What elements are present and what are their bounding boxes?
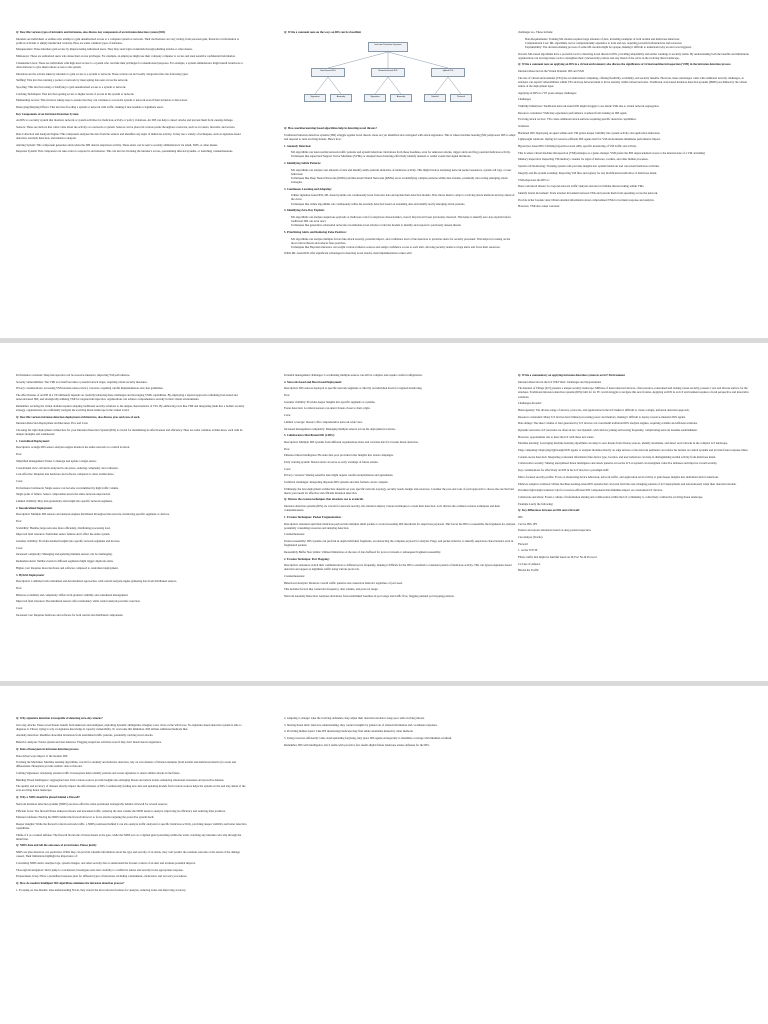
paragraph: Single point of failure: Sensor compromise leaves the entire network unprotected. [16, 492, 111, 497]
section-heading: 1. Anomaly Detection: [284, 143, 312, 148]
paragraph: Simplified management: Easier to manage and update a single sensor. [16, 458, 97, 463]
paragraph: challenges too. These include: [518, 30, 553, 34]
page-3-column-2 [284, 716, 516, 749]
paragraph: Pros: [284, 393, 290, 398]
page-2 [0, 343, 768, 681]
paragraph: Enhanced defense: Placing the NIDS behind the firewall allows it to focus attacks targeting the protective system itself. [16, 815, 155, 820]
section-heading: 2. Identifying Subtle Patterns: [284, 161, 322, 166]
paragraph: Description: Multiple IDS sensors and analysis engines distributed throughout the network, monitoring specific segments or devices. [16, 512, 170, 517]
diagram-branch-node: Host-based IDS [311, 68, 345, 77]
paragraph: Description: Attackers split their malicious payload into multiple small packets to avoid exceeding IDS thresholds for suspicious payloads. This forces the IDS to reassemble the fragments for analysis, potentially consuming resources and delaying detection. [284, 521, 516, 530]
paragraph: Ultimately, the best deployment architecture depends on your specific network topology, security needs, budget and resources. Consider the pros and cons of each approach to choose the one that best meets your needs for effective and efficient intrusion detection. [284, 486, 515, 495]
paragraph: Challenges Abound: [518, 401, 542, 406]
bullet-item: • ML algorithms can learn normal network traffic patterns and system behaviour. Deviations from these baselines, even for unknown attacks, trigger alerts and flag potential malicious activity. [291, 150, 516, 154]
bullet-item: • Techniques like supervised Support Vector Machines (SVMs) or unsupervised clustering effectively identify unusual or outlier events that signal intrusions. [291, 154, 516, 158]
question-heading: Q: NIDS data and tell the outcomes of an intrusion. Please justify. [16, 843, 98, 848]
diagram-connector [435, 77, 448, 94]
diagram-root-node: Intrusion Detection Systems [368, 42, 408, 52]
paragraph: Crafting Signatures: Analyzing attacker traffic in honeynets helps identify patterns and create signatures to detect similar attacks in the future. [16, 771, 181, 775]
paragraph: Evolving attack vectors: VEs create additional attack surfaces requiring specific detection capabilities. [518, 117, 637, 122]
paragraph: However, VMI also raises concerns: [518, 204, 560, 209]
paragraph: Performance overhead: Deep introspection can be resource-intensive, impacting VM performance. [16, 373, 131, 377]
paragraph: Cons: [16, 605, 23, 610]
question-heading: Q: Why a NIDS should be placed behind a firewall? [16, 795, 80, 800]
diagram-leaf-node: Signature [364, 94, 386, 102]
paragraph: Pros: [284, 446, 290, 451]
question-heading: Q: How machine learning based algorithms help in detecting novel threats? [284, 126, 377, 131]
section-heading: 2. Decentralized Deployment: [16, 505, 53, 510]
paragraph: The effectiveness of an IDS in a VE ultimately depends on carefully balancing these challenges and leveraging VMI's capabilities. By employing a layered approach combining host-based and network-based IDS, and strategically utilizing VMI for targeted introspection, organizations can achieve comprehensive security in their virtual environments. [16, 393, 238, 402]
paragraph: Technical challenges: Integrating disparate IDS systems and data formats can be complex. [284, 480, 389, 484]
paragraph: This includes factors like connection frequency, data volume, and protocol usage. [284, 587, 379, 592]
section-heading: 3. Continuous Learning and Adapting: [284, 186, 332, 191]
bullet-list [284, 215, 516, 227]
diagram-connector [388, 77, 401, 94]
paragraph: An IDS is a security system that monitors network or system activities for malicious activity or policy violations. An IDS can help to detect attacks and prevent them from causing damage. [16, 118, 234, 123]
paragraph: Performance bottleneck: Single sensor can become overwhelmed by high traffic volume. [16, 485, 119, 490]
diagram-leaf-node: Protocol [450, 94, 472, 102]
paragraph: Resource constraints: Many IoT devices have limited processing power and memory, making it difficult to deploy resource-intensive IDS agents. [518, 414, 686, 419]
paragraph: Masqueraders: These intruders gain access by impersonating authorized users. They may steal login credentials through phishing attacks or other means. [16, 47, 193, 52]
paragraph: However, opportunities rise to meet the IoT with these new ideas: [518, 434, 595, 439]
paragraph: Collaborate and share: Foster a culture of information sharing and collaboration within the IoT community to collectively combat the evolving threat landscape. [518, 494, 704, 499]
bullet-item: • Computational Cost: ML algorithms can be computationally expensive to train and run, requiring powerful infrastructure and resources. [525, 41, 750, 45]
paragraph: Behavior analysis: Tracks system and user behavior. Flagging suspicious activities even if they don't match known signatures. [16, 740, 162, 745]
paragraph: Network Anomaly Detection: Analyzes deviations from established baselines in port usage and traffic flow, flagging unusual port hopping patterns. [284, 594, 455, 599]
bullet-list [284, 237, 516, 249]
question-heading: Q: How do modern intelligent IDS algorithms minimize the intrusion detection process? [16, 881, 125, 885]
bullet-item: • Techniques like Deep Neural Networks (DNNs) and Recurrent Neural Networks (RNNs) excel at identifying complex patterns within data streams, potentially uncovering emerging attack strategies. [291, 176, 516, 184]
paragraph: Security vulnerabilities: The VMI tool itself becomes a potential attack target, requiring robust security measures. [16, 379, 148, 384]
page-1-column-2 [284, 30, 516, 258]
section-heading: 5. Prioritizing Alerts and Reducing False Positives: [284, 229, 347, 234]
page-1-column-1 [16, 30, 248, 156]
question-heading: Q: Write a comment note on the ways an IDS can be classified. [284, 30, 362, 34]
paragraph: Hardened IDS: Deploying an agent within each VM grants deeper visibility into system activity and application behaviour. [518, 130, 661, 135]
page-1-column-3 [518, 30, 750, 211]
paragraph: Remember, IDS with intelligence, but it teams with proactive few results digital future landscape ensure defenses for the IDS. [284, 742, 430, 747]
paragraph: 5. Using resources efficiently: Like cloud upholding forgiving, they place IDS agents strategically to maximize coverage with minimal overhead. [284, 736, 452, 741]
paragraph: Identify lateral movement: Track attacker movement between VMs and prevent them from spreading across the network. [518, 190, 658, 195]
paragraph: Balances scalability and complexity: Offers both granular visibility and centralized management. [16, 592, 129, 597]
paragraph: Tracking the Machines: Machine learning algorithms, crucial for anomaly and behavior detection, rely on vast datasets of labeled examples (both normal and malicious behavior) to learn and differentiate. Honeynets provide realistic data to this end. [16, 760, 236, 769]
paragraph: Description: IDS sensors deployed at specific network segments or directly on individual hosts for targeted monitoring. [284, 386, 423, 391]
paragraph: Higher cost: Requires more hardware and software compared to centralized deployment. [16, 565, 119, 570]
paragraph: Pros: [16, 585, 22, 590]
diagram-leaf-node: Stateful [424, 94, 446, 102]
diagram-connector [328, 77, 341, 94]
paragraph: Intrusion Detection in the Virtual Domain: IDS and VMI [518, 69, 584, 74]
page-2-column-2 [284, 373, 516, 601]
paragraph: Sensors: These are devices that collect data about the activity on a network or system. Sensors can be placed in various points throughout a network, such as at routers, firewalls, and servers. [16, 125, 236, 130]
paragraph: Increased management complexity: Managing multiple sensors across the deployment locations. [284, 426, 396, 431]
paragraph: Redundant alerts: Similar events in different segments might trigger duplicate alerts. [16, 559, 114, 564]
question-heading: Q: Role of honeynets in intrusion detection process [16, 746, 79, 751]
paragraph: The rise of virtual environments (VEs) has revolutionized computing, offering flexibility, scalability, and security benefits. However, these advantages come with additional security challenges, as attackers can exploit vulnerabilities within VEs and leap between them to move laterally within virtual networks. Traditional, host-based intrusion detection systems (HIDS) are limited by the virtual nature of the deployment layer. [518, 75, 747, 88]
paragraph: Sniffing: This involves running a packet or network by intercepting data sent across the network. [16, 78, 129, 83]
diagram-branch-node: Network-based IDS [371, 68, 405, 77]
paragraph: Preparedness is key: Have a predefined response plan for different types of intrusions, including containment, eradication, and recovery procedures. [16, 874, 188, 879]
paragraph: Privacy concerns: Sharing sensitive data might require careful anonymization and agreements. [284, 473, 394, 478]
section-heading: 4. Identifying Zero-Day Exploits: [284, 208, 325, 213]
paragraph: Improved fault tolerance: Decentralized sensors offer redundancy while central analysis provides overview. [16, 599, 141, 604]
paragraph: 4. Providing hidden layers: Like IPS monitoring landscape they find subtle anomalies missed by other methods. [284, 729, 414, 734]
paragraph: Challenges [518, 97, 531, 102]
paragraph: Zero-day attacks: These novel threats benefit from unknown and unaligned, exploiting dynamic ambiguities. Imagine a new virus on the wild loose. No signature-based detection system is able to diagnose it. Threat, trying to rely on signature knowledge is capacity vulnerability. To overcome this limitation, IDS utilizes additional methods like: [16, 722, 242, 731]
paragraph: 1. on the TCP/IP [518, 548, 538, 553]
paragraph: VMI empowers the IDS to: [518, 177, 550, 182]
paragraph: Anomaly detection: Identifies abnormal deviations from established traffic patterns, potentially catching novel attacks. [16, 733, 154, 738]
paragraph: Spoofing: This involves using or falsifying to gain unauthorized access to a system or network. [16, 85, 127, 89]
paragraph: Data deluge: The sheer volume of data generated by IoT devices can overwhelm traditional IDS analysis engines, requiring scalable and efficient solutions. [518, 421, 698, 426]
paragraph: Correlating NIDS alerts: Analyze logs, system changes, and other security data to understand the broader context of an alert and evaluate potential impacts. [16, 860, 196, 865]
paragraph: Granular visibility: Provides deeper insights into specific segments or systems. [284, 399, 376, 404]
paragraph: Overall, ML-based algorithms have a powerful tool for detecting novel threats in IDS, providing adaptability and earlier warnings to security teams. By understanding both the benefits and limitations, organizations can leverage these tools to strengthen their cybersecurity posture and stay ahead of the curve in the evolving threat landscape. [518, 51, 750, 60]
paragraph: Thorough investigation: Don't jump to conclusions; investigate each alert carefully to confirm its nature and severity in the appropriate response. [16, 867, 184, 872]
bullet-list [284, 168, 516, 184]
paragraph: Increased cost: Requires hardware and software for both central and distributed components. [16, 612, 124, 617]
paragraph: Memory inspection: Inspecting VM memory contents for signs of malware, rootkits, and other hidden processes. [518, 157, 649, 162]
page-3 [0, 686, 768, 1024]
paragraph: Firewall [518, 541, 528, 546]
paragraph: Behavioral Analysis: Monitors overall traffic patterns and connection behavior regardless of port used. [284, 580, 403, 585]
paragraph: Packet reassembly: IDS systems can perform in-depth individual fragments, reconstructing the complete payload for analysis. Flags, and packet behavior to identify suspicious characteristics even in fragmented packets. [284, 539, 514, 548]
bullet-list [284, 150, 516, 158]
paragraph: 2. Adapting to change: Like the evolving defenders, they adjust their detection models to keep pace with evolving threats. [284, 716, 425, 720]
paragraph: Intrusion Detection Deployment Architectures: Pros and Cons [16, 421, 88, 426]
section-heading: 2. Evasion Technique: Port Hopping: [284, 556, 330, 561]
paragraph: Cons: [284, 466, 291, 471]
section-heading: 4. Network-based and Host-based Deployment: [284, 379, 343, 384]
paragraph: Applying an IDS in a VE poses unique challenges: [518, 90, 577, 95]
paragraph: Intruders are individuals or entities who attempt to gain unauthorized access to a computer system or network. Their motivations can vary widely, from personal gain, financial or information to political activism or simply intellectual curiosity. Here are some common types of intruders. [16, 36, 240, 45]
paragraph: Collaborative security: Sharing anonymized threat intelligence and attack patterns across the IoT ecosystem can strengthen collective defenses and improve overall security. [518, 461, 718, 466]
paragraph: Traditional intrusion detection systems (IDS) struggle against novel threats, those not yet identified and catalogued with attack signatures. This is where machine learning (ML) empowers IDS to adapt and respond to such evolving threats. Here's how: [284, 132, 516, 141]
bullet-item: • Techniques like online algorithms can continuously refine the anomaly detection based on streaming data and identify newly emerging attack patterns. [291, 202, 516, 206]
paragraph: Edge computing: Deploying lightweight IDS agents or analysis modules directly on edge devices or the network perimeter can reduce the burden on central systems and provide faster response times. [518, 448, 749, 453]
page-2-column-1 [16, 373, 248, 619]
page-2-column-3 [518, 373, 750, 575]
paragraph: Description: A single IDS sensor analyzes engine monitors the entire network at a central location. [16, 445, 130, 450]
paragraph: IDS [518, 514, 523, 519]
paragraph: Cons: [16, 478, 23, 483]
paragraph: While ML-based IDS offer significant advantages in detecting novel attacks, their implementation comes with [284, 251, 412, 256]
paragraph: Pros: [16, 519, 22, 524]
section-heading: 5. Collaborative Distributed IDS (CIDS): [284, 433, 335, 438]
question-heading: Q: Describe various types of intruders and intrusions, also discuss key components of an intrusion detection system (IDS) [16, 30, 166, 34]
paragraph: 1st Line of defence [518, 561, 541, 566]
question-heading: Q: Discuss the evasion techniques that attackers use to evade ids. [284, 497, 364, 502]
paragraph: Building Threat Intelligence: Aggregated data from various sources provide insights into emerging threats and attack trends, enhancing situational awareness and proactive defense. [16, 777, 225, 782]
paragraph: Resource contention: VMs may experience performance overhead from running an IDS agent. [518, 110, 628, 115]
paragraph: Scalability: Handles large networks more efficiently, distributing processing load. [16, 525, 111, 530]
diagram-connector [448, 77, 461, 94]
paragraph: Choosing the right deployment architecture for your Intrusion Detection System (IDS) is crucial for maximizing its effectiveness and efficiency. Here are some common architectures, each with its unique strengths and weaknesses: [16, 428, 243, 437]
paragraph: Data-driven ways impact of the modern IDS. [16, 753, 69, 758]
diagram-connector [315, 77, 328, 94]
paragraph: Intrusion Detection in the IoT Wild West: Challenges and Opportunities [518, 379, 602, 384]
paragraph: Description: Multiple IDS systems from different organizations share and correlate data for broader threat detection. [284, 439, 419, 444]
paragraph: Potential management challenges: Coordinating multiple sensors can still be complex and require careful configuration. [284, 373, 423, 377]
section-heading: 1. Centralized Deployment: [16, 438, 50, 443]
paragraph: Privacy considerations: Accessing VM internals raises privacy concerns, requiring careful implementation and clear guidelines. [16, 386, 164, 391]
paragraph: Solutions [518, 124, 529, 129]
paragraph: NIDS are plan detection, not prediction. While they can provide valuable information about the type and severity of an attack, they can't predict the eventual outcome or the extent of the damage caused. Their limitations highlight the importance of: [16, 850, 240, 859]
paragraph: Think of it as a trusted defense: The firewall blocks the obvious threats at the gate, while the NIDS acts as a vigilant guard patrolling within the walls, watching any intruders who slip through the initial line. [16, 832, 242, 841]
section-heading: Key Components of an Intrusion Detection System [16, 111, 79, 116]
paragraph: Example Lastly the following: [518, 501, 554, 506]
paragraph: Improved fault tolerance: Individual sensor failures don't affect the entire system. [16, 532, 111, 537]
paragraph: Lightweight solutions: Opting for resource-efficient IDS agents built for VM environments minimizes performance impact. [518, 137, 661, 142]
bullet-list [284, 193, 516, 205]
paragraph: The Internet of Things (IoT) presents a unique security landscape. Millions of interconnected devices, often resource-constrained and lacking robust security, present a vast and diverse surface for the attackers. Traditional intrusion detection systems (IDS) built for for PC world struggle to navigate this new frontier. Applying an IDS in an IoT environment requires a fresh perspective and innovative solutions. [518, 386, 749, 399]
question-heading: Q: Write a commentary on applying intrusion detection system in an IoT Environment [518, 373, 625, 377]
paragraph: Countermeasures: [284, 574, 305, 579]
paragraph: Enhanced threat intelligence: Broader data pool provides richer insights into attack campaigns. [284, 453, 394, 458]
bullet-item: • Techniques like generative adversarial networks can simulate novel attacks to train the models to identify and respond to previously unseen threats. [291, 223, 516, 227]
paragraph: Embrace adaptive solutions: Utilize machine learning-based IDS systems that can learn from the ever-changing patterns of IoT deployments and autonomously adapt their detection models. [518, 481, 737, 486]
paragraph: Micro-focused security profile: Focus on monitoring device behaviour, network traffic, and application-level activity to gain deeper insights into individual device behaviour. [518, 474, 719, 479]
paragraph: Deeper insights: While the firewall controls network traffic, a NIDS positioned behind it can also analyze traffic analysis for specific malicious activity, providing deeper visibility and better detection capabilities. [16, 821, 247, 830]
page-1 [0, 0, 768, 338]
paragraph: Pros: [16, 452, 22, 457]
question-heading: Q: Why signature detection is incapable of detecting zero-day attacks? [16, 716, 103, 720]
paragraph: 3. Sharing threat intel: Like how understanding, they connect insights by gained out of related information and coordinate responses. [284, 722, 438, 727]
paragraph: Dynamic networks: IoT networks are often ad-hoc and dynamic, with devices joining and leaving frequently, complicating network baseline establishment. [518, 428, 698, 432]
paragraph: Limited coverage: Doesn't offer comprehensive network-wide view. [284, 419, 363, 424]
paragraph: Consolidated view: All alerts analyzed in one place, reducing complexity and confusion. [16, 465, 119, 470]
diagram-leaf-node: Signature [304, 94, 326, 102]
paragraph: Increased complexity: Managing and updating multiple sensors can be challenging. [16, 552, 113, 557]
diagram-branch-node: Hybrid IDS [431, 68, 465, 77]
question-heading: Q: Describe various intrusion detection deployment architectures, also discuss pros and cons of each. [16, 414, 141, 419]
paragraph: Limited visibility: May lack granularity and insight into specific network segments. [16, 498, 113, 503]
paragraph: Hypervisor-based IDS: Utilizing hypervisor-level APIs, specific monitoring of VM traffic and activity. [518, 144, 637, 149]
paragraph: Granular visibility: Provides detailed insights into specific network segments and devices. [16, 539, 121, 544]
paragraph: Machine learning: Leveraging machine learning algorithms can adapt to new threats from diverse sources, identify anomalies, and detect novel attacks in the complex IoT landscape. [518, 441, 728, 446]
paragraph: Cons: [16, 545, 23, 550]
paragraph: Misfeasors: These are authorized users who abuse their access privileges. For example, an employee might use their company computer to access and steal sensitive confidential information. [16, 54, 236, 59]
paragraph: Can analyse (Tracks) [518, 535, 543, 539]
bullet-item: • Unlike signature-based IDS, ML-based systems can continuously learn from new data and update their detection models. This allows them to adapt to evolving attack methods and stay ahead of the curve. [291, 193, 516, 201]
paragraph: Integrity and file system scanning: Inspecting VM files and registry for any modifications indicative of malicious intent. [518, 170, 658, 175]
bullet-item: • ML algorithms can analyze multiple factors like attack severity, potential impact, and confidence level of the detection to prioritize alerts for security personnel. This helps in focusing on the most critical threats and reduces false positives. [291, 237, 516, 245]
paragraph: Blocks the Traffic [518, 568, 539, 573]
diagram-connector [375, 77, 388, 94]
paragraph: Description: Combines both centralized and decentralized approaches, with central analysis engine gathering data from distributed sensors. [16, 579, 177, 584]
paragraph: Heterogeneity: The diverse range of devices, protocols, and applications in the IoT makes it difficult to create a single, universal detection approach. [518, 407, 690, 412]
page-3-column-1 [16, 716, 248, 894]
paragraph: Intrusion detection systems (IDS) are crucial for network security, but attackers employ various techniques to evade their detection. Let's discuss the common evasion techniques and their countermeasures. [284, 504, 501, 513]
paragraph: Can be IDS, IPS [518, 521, 538, 526]
paragraph: Alerting System: This component generates alerts when the IDS detects suspicious activity. These alerts can be sent to security administrators via email, SMS, or other means. [16, 142, 218, 147]
paragraph: Context-aware detection: Integrating contextual information like device type, location, and user behaviour can help in distinguishing normal activity from malicious intent. [518, 454, 717, 459]
paragraph: Filters traffic that might be harmful based on IP, Port No & Protocol [518, 555, 597, 560]
paragraph: Visibility limitations: Traditional network-based IDS might struggle to see inside VMs due to virtual network segregation. [518, 103, 660, 108]
paragraph: Detect advanced threats: Go beyond network traffic analysis and uncover hidden threats lurking within VMs. [518, 184, 645, 189]
paragraph: Response System: This component can take action to respond to an intrusion. This can involve blocking the intruder's access, quarantining infected systems, or launching countermeasures. [16, 149, 234, 154]
diagram-leaf-node: Anomaly [330, 94, 352, 102]
paragraph: Data Collection and Analysis Engine: This component analyzes the data from the sensors and identifies any signs of malicious activity. It may use a variety of techniques, such as signature-based detection, anomaly detection, and behavior analysis. [16, 131, 241, 140]
question-heading: Q: Write a comment note on applying an IDS in a virtual environment; also discuss the significance of virtual machine introspection (VMI) in the intrusion detection process [518, 62, 731, 67]
paragraph: System call monitoring: Tracking system calls provides insights into system behaviour and can unveil malicious activities. [518, 164, 660, 169]
bullet-item: • ML algorithms can analyze vast amounts of data and identify subtle patterns indicative of malicious activity. This might involve analyzing network packet sequences, system call logs, or user behaviour. [291, 168, 516, 176]
paragraph: Intrusions are the actions taken by intruders to gain access to a system or network. These actions can be broadly categorized into the following types: [16, 71, 189, 76]
diagram-leaf-node: Anomaly [390, 94, 412, 102]
paragraph: Destroying/Denying Effects: This involves flooding a system or network with traffic, making it inaccessible to legitimate users. [16, 105, 164, 110]
bullet-item: • Data Requirements: Training ML models requires large amounts of data, including examples of both normal and malicious behaviour. [525, 37, 750, 41]
paragraph: Faster detection: Localized sensors can detect threats closer to their origin. [284, 406, 371, 411]
paragraph: Reassembly Buffer Size Limits: Utilizes limitations on the size of data buffered for protocol stream or subsequent fragment reassembly. [284, 549, 441, 554]
bullet-item: • Explainability: The decision-making process of some ML models might be opaque, making it difficult to understand why an alert was triggered. [525, 45, 750, 49]
paragraph: Efficient focus: The firewall filters unknown threats and unwanted traffic, reducing the data volume the NIDS needs to analyze, improving its efficiency and reducing false positives. [16, 808, 226, 813]
question-heading: Q: Key differences between an IDS and a firewall: [518, 508, 580, 513]
diagram-connector [328, 52, 388, 68]
bullet-item: • ML algorithms can analyze suspicious payloads or malicious code for suspicious characteristics, even if they haven't been previously observed. This helps to identify zero-day exploits before traditional IDS can even react. [291, 215, 516, 223]
paragraph: Countermeasures: [284, 532, 305, 537]
bullet-item: • Techniques like Bayesian inference can weight various evidence sources and assign confidence scores to each alert, allowing security teams to triage alerts and focus their resources. [291, 245, 516, 249]
paragraph: The quality and accuracy of datasets directly impact the effectiveness of IDS. Continuously feeding new data and updating models from various sources helps the system evolve and stay ahead of the ever-evolving threat landscape. [16, 784, 246, 793]
paragraph: This is where virtual machine introspection (VMI) emerges as a game-changer. VMI grants the IDS unprecedented access to the internal state of a VM, including: [518, 150, 706, 155]
paragraph: Network intrusion detection systems (NIDS) are more effective when positioned strategically behind a firewall for several reasons: [16, 801, 168, 806]
section-heading: 1. Evasion Techniques: Packet Fragmentation: [284, 514, 342, 519]
paragraph: Cracking Techniques: This involves getting access to higher levels of access in the system or network. [16, 91, 135, 96]
paragraph: Passive and reports intrusions based on deep packet inspection. [518, 528, 592, 533]
paragraph: Early warning system: Shared alerts can serve as early warnings of future attacks. [284, 459, 379, 464]
paragraph: Prioritize lightweight solutions: Opt for resource-efficient IDS components that minimize impact on constrained IoT devices. [518, 488, 663, 493]
paragraph: Description: Attackers switch their communication to different ports frequently, making it difficult for the IDS to establish a consistent pattern of malicious activity. This can bypass signature-based detection and appear as legitimate traffic using various protocols. [284, 563, 512, 572]
paragraph: Provide richer forensic data: Obtain detailed information about compromised VMs for incident response and analysis. [518, 197, 655, 202]
paragraph: Maintaining Access: This involves taking steps to ensure that they can continue to access the system or network even if their intrusion is discovered. [16, 98, 188, 103]
diagram-connector [388, 52, 448, 68]
paragraph: 1. Focusing on true Details: Like understanding Novel, they extract the most relevant features for analysis, reducing noise and improving accuracy. [16, 887, 187, 892]
paragraph: Clandestine Users: These are individuals with high-level access to a system who can hide their privileges for unauthorized purposes. For example, a system administrator might install backdoors or other malware to give them remote access to the system. [16, 60, 244, 69]
ids-classification-diagram [298, 40, 478, 116]
paragraph: Cost-effective: Requires less hardware and software compared to other architectures. [16, 472, 115, 477]
paragraph: Cons: [284, 413, 291, 418]
paragraph: Remember, securing the virtual domain requires adapting traditional security solutions to the unique characteristics of VEs. By embracing tools like VMI and integrating them into a holistic security strategy, organizations can confidently navigate the evolving threat landscape in the virtual world. [16, 403, 245, 412]
bullet-list [518, 37, 750, 49]
paragraph: Key considerations for effectively an IDS in the IoT involves a paradigm shift: [518, 468, 610, 473]
section-heading: 3. Hybrid Deployment: [16, 572, 45, 577]
